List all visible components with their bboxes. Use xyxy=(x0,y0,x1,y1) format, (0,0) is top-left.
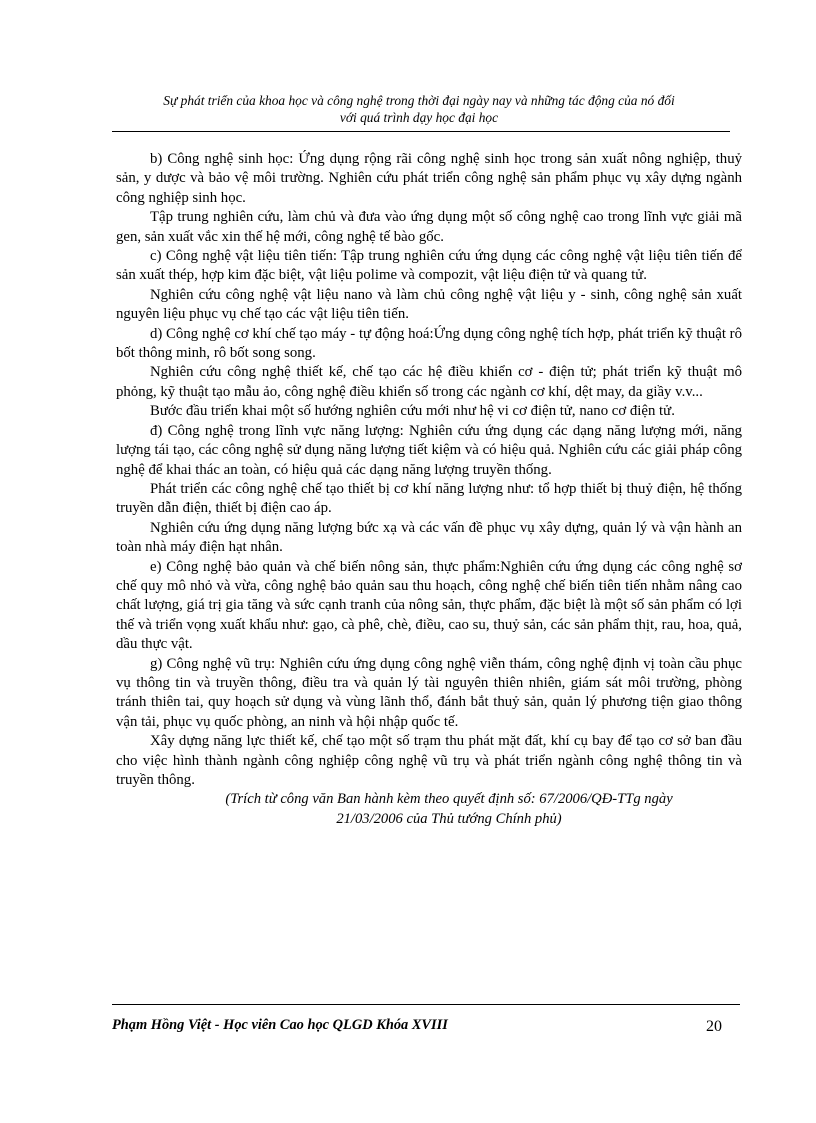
paragraph-space-capacity: Xây dựng năng lực thiết kế, chế tạo một số trạm thu phát mặt đất, khí cụ bay để tạo cơ sở ban đầu cho việc hình thành ngành công nghiệp công nghệ vũ trụ và phát triển ngành công nghệ thông tin và truyền thông. xyxy=(116,733,742,788)
page-number: 20 xyxy=(706,1018,722,1035)
citation-line-2: 21/03/2006 của Thủ tướng Chính phủ) xyxy=(336,810,562,827)
footer-divider xyxy=(112,1004,740,1005)
running-header xyxy=(108,92,730,126)
paragraph-food-processing: e) Công nghệ bảo quản và chế biến nông sản, thực phẩm:Nghiên cứu ứng dụng các công nghệ sơ chế quy mô nhỏ và vừa, công nghệ bảo quản sau thu hoạch, công nghệ chế biến tiên tiến nhằm nâng cao chất lượng, giá trị gia tăng và sức cạnh tranh của nông sản, thực phẩm, đặc biệt là một số sản phẩm có lợi thế và triển vọng xuất khẩu như: gạo, cà phê, chè, điều, cao su, thuỷ sản, các sản phẩm thịt, rau, hoa, quả, dầu thực vật. xyxy=(116,558,742,653)
paragraph-nano-materials: Nghiên cứu công nghệ vật liệu nano và làm chủ công nghệ vật liệu y - sinh, công nghệ sản xuất nguyên liệu phục vụ chế tạo các vật liệu tiên tiến. xyxy=(116,286,742,323)
paragraph-mechatronics: Nghiên cứu công nghệ thiết kế, chế tạo các hệ điều khiển cơ - điện tử; phát triển kỹ thuật mô phỏng, kỹ thuật tạo mẫu ảo, công nghệ điều khiển số trong các ngành cơ khí, dệt may, da giầy v.v... xyxy=(116,364,742,400)
paragraph-mechanical: d) Công nghệ cơ khí chế tạo máy - tự động hoá:Ứng dụng công nghệ tích hợp, phát triển kỹ thuật rô bốt thông minh, rô bốt song song. xyxy=(116,325,742,362)
paragraph-energy: đ) Công nghệ trong lĩnh vực năng lượng: Nghiên cứu ứng dụng các dạng năng lượng mới, năng lượng tái tạo, các công nghệ sử dụng năng lượng tiết kiệm và có hiệu quả. Nghiên cứu các giải pháp công nghệ để khai thác an toàn, có hiệu quả các dạng năng lượng truyền thống. xyxy=(116,422,742,478)
header-line-2: với quá trình dạy học đại học xyxy=(339,110,499,125)
paragraph-space-tech: g) Công nghệ vũ trụ: Nghiên cứu ứng dụng công nghệ viễn thám, công nghệ định vị toàn cầu phục vụ thông tin và truyền thông, điều tra và quản lý tài nguyên thiên nhiên, giám sát môi trường, phòng tránh thiên tai, quy hoạch sử dụng và vùng lãnh thổ, đánh bắt thuỷ sản, quản lý phương tiện giao thông vận tải, phục vụ quốc phòng, an ninh và hội nhập quốc tế. xyxy=(116,655,742,730)
citation xyxy=(116,790,742,829)
paragraph-energy-equipment: Phát triển các công nghệ chế tạo thiết bị cơ khí năng lượng như: tổ hợp thiết bị thuỷ điện, hệ thống truyền dẫn điện, thiết bị điện cao áp. xyxy=(116,480,742,517)
paragraph-biotech-focus: Tập trung nghiên cứu, làm chủ và đưa vào ứng dụng một số công nghệ cao trong lĩnh vực giải mã gen, sản xuất vắc xin thế hệ mới, công nghệ tế bào gốc. xyxy=(116,209,742,245)
header-line-1: Sự phát triển của khoa học và công nghệ trong thời đại ngày nay và những tác động của nó đối xyxy=(163,93,675,108)
citation-line-1: (Trích từ công văn Ban hành kèm theo quyết định số: 67/2006/QĐ-TTg ngày xyxy=(225,791,673,808)
paragraph-materials: c) Công nghệ vật liệu tiên tiến: Tập trung nghiên cứu ứng dụng các công nghệ vật liệu tiên tiến để sản xuất thép, hợp kim đặc biệt, vật liệu polime và compozit, vật liệu điện tử và quang tử. xyxy=(116,248,742,284)
paragraph-nuclear: Nghiên cứu ứng dụng năng lượng bức xạ và các vấn đề phục vụ xây dựng, quản lý và vận hành an toàn nhà máy điện hạt nhân. xyxy=(116,519,742,556)
paragraph-micro-electromechanical: Bước đầu triển khai một số hướng nghiên cứu mới như hệ vi cơ điện tử, nano cơ điện tử. xyxy=(150,403,675,420)
paragraph-biotech: b) Công nghệ sinh học: Ứng dụng rộng rãi công nghệ sinh học trong sản xuất nông nghiệp, thuỷ sản, y dược và bảo vệ môi trường. Nghiên cứu phát triển công nghệ sản phẩm phục vụ xây dựng ngành công nghiệp sinh học. xyxy=(116,151,742,206)
body-text xyxy=(116,150,742,829)
header-divider xyxy=(112,131,730,132)
footer-author: Phạm Hồng Việt - Học viên Cao học QLGD Khóa XVIII xyxy=(112,1017,448,1033)
